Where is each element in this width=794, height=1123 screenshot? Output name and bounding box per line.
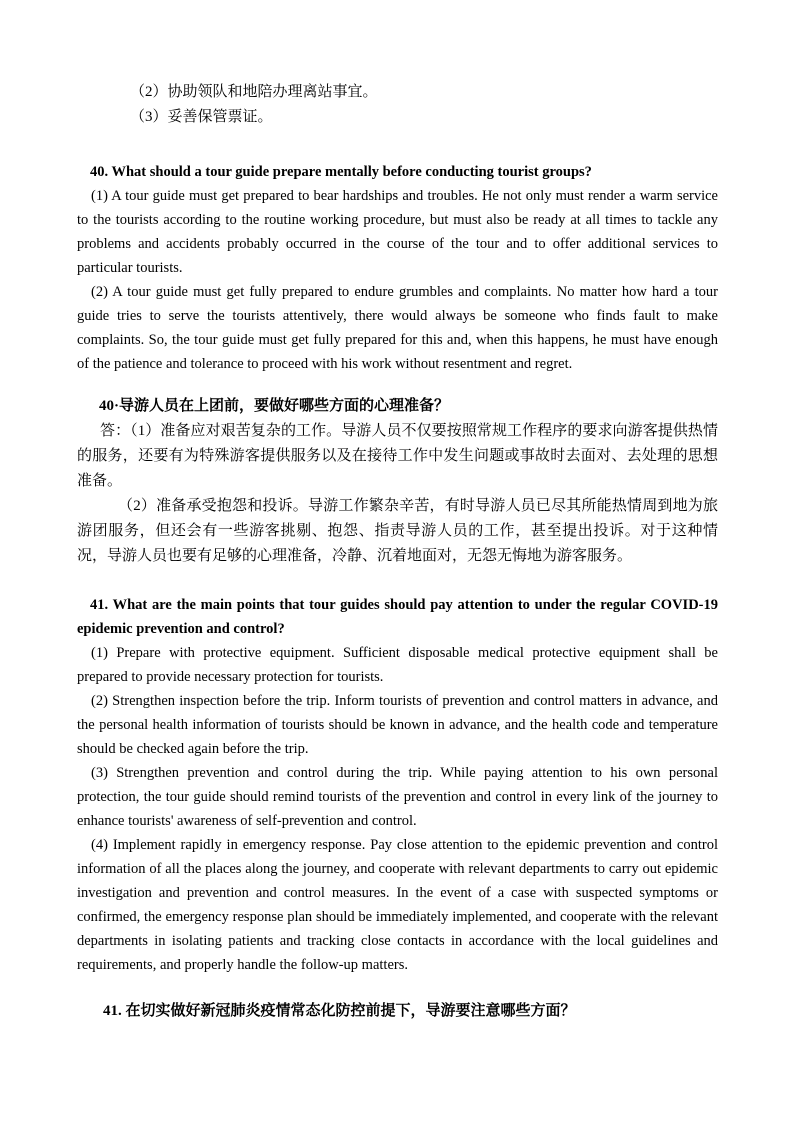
question-40-en-answer-paragraph-1: (1) A tour guide must get prepared to bear hardships and troubles. He not only must render a warm service to the tourists according to the routine working procedure, but must also be ready at all times to tackle any problems and accidents probably occurred in the course of the tour and to offer additional services to particular tourists. xyxy=(77,188,718,276)
question-41-en-point-4: (4) Implement rapidly in emergency response. Pay close attention to the epidemic prevention and control information of all the places along the journey, and cooperate with relevant departments to carry out epidemic investigation and prevention and control measures. In the event of a case with suspected symptoms or confirmed, the emergency response plan should be immediately implemented, and cooperate with the relevant departments in isolating patients and tracking close contacts in accordance with the local guidelines and requirements, and properly handle the follow-up matters. xyxy=(77,837,718,973)
question-41-en-point-3: (3) Strengthen prevention and control during the trip. While paying attention to his own personal protection, the tour guide should remind tourists of the prevention and control in every link of the journey to enhance tourists' awareness of self-prevention and control. xyxy=(77,765,718,829)
list-item-3: （3）妥善保管票证。 xyxy=(130,109,273,125)
question-41-en-point-2: (2) Strengthen inspection before the trip. Inform tourists of prevention and control matters in advance, and the personal health information of tourists should be known in advance, and the health code and temperature should be checked again before the trip. xyxy=(77,693,718,757)
question-40-en-answer-paragraph-2: (2) A tour guide must get fully prepared to endure grumbles and complaints. No matter how hard a tour guide tries to serve the tourists attentively, there would always be someone who finds fault to make complaints. So, the tour guide must get fully prepared for this and, when this happens, he must have enough of the patience and tolerance to proceed with his work without resentment and regret. xyxy=(77,284,718,372)
question-41-zh-heading: 41. 在切实做好新冠肺炎疫情常态化防控前提下，导游要注意哪些方面？ xyxy=(103,1003,576,1019)
question-40-zh-answer-paragraph-2: （2）准备承受抱怨和投诉。导游工作繁杂辛苦，有时导游人员已尽其所能热情周到地为旅游团服务，但还会有一些游客挑剔、抱怨、指责导游人员的工作，甚至提出投诉。对于这种情况，导游人员也要有足够的心理准备，冷静、沉着地面对，无怨无悔地为游客服务。 xyxy=(77,498,718,564)
question-41-en-heading: 41. What are the main points that tour guides should pay attention to under the regular COVID-19 epidemic prevention and control? xyxy=(77,597,718,637)
question-41-en-point-1: (1) Prepare with protective equipment. Sufficient disposable medical protective equipment shall be prepared to provide necessary protection for tourists. xyxy=(77,645,718,685)
list-item-2: （2）协助领队和地陪办理离站事宜。 xyxy=(130,84,378,100)
question-40-zh-heading: 40·导游人员在上团前，要做好哪些方面的心理准备？ xyxy=(99,398,450,414)
question-40-en-heading: 40. What should a tour guide prepare mentally before conducting tourist groups? xyxy=(90,164,592,180)
question-40-zh-answer-paragraph-1: 答：（1）准备应对艰苦复杂的工作。导游人员不仅要按照常规工作程序的要求向游客提供热情的服务，还要有为特殊游客提供服务以及在接待工作中发生问题或事故时去面对、去处理的思想准备。 xyxy=(77,423,718,489)
